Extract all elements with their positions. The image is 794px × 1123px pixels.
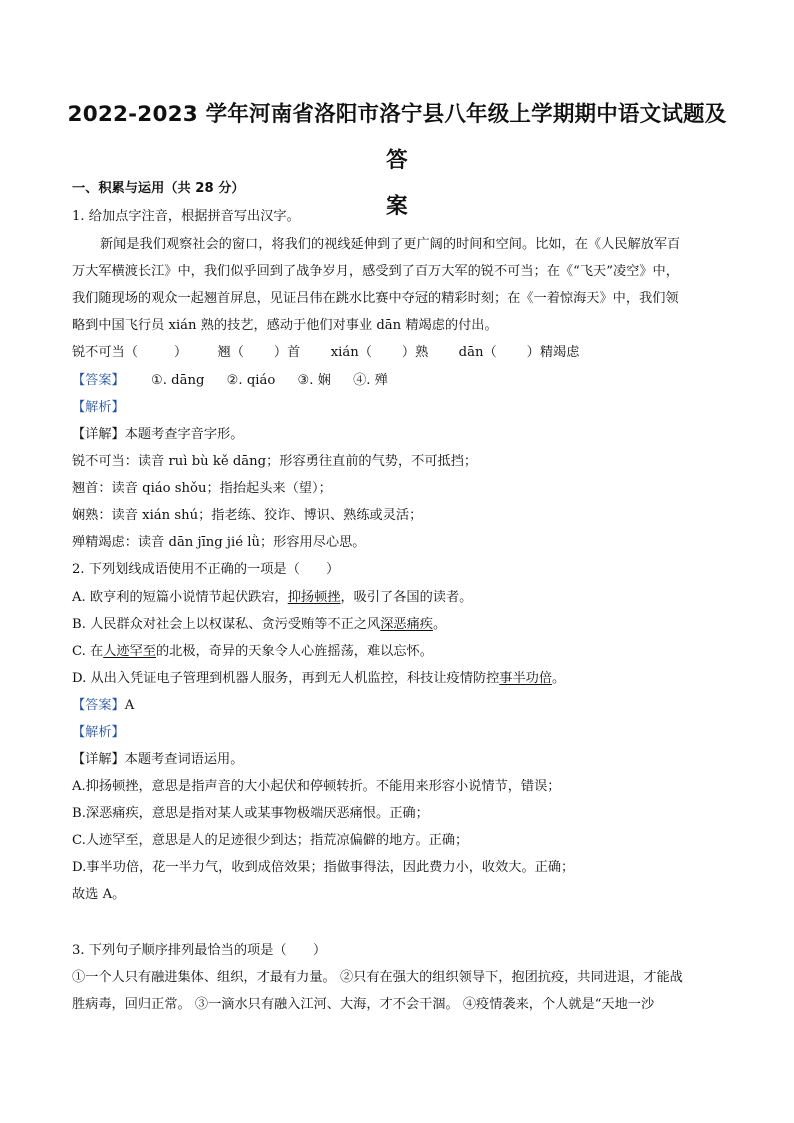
q1-explanation-1: 锐不可当：读音 ruì bù kě dāng；形容勇往直前的气势，不可抵挡；	[72, 454, 478, 469]
option-c-text: C. 在	[72, 644, 104, 659]
q1-explanation-3: 娴熟：读音 xián shú；指老练、狡诈、博识、熟练或灵活；	[72, 508, 423, 523]
blank-4-pre: dān（	[458, 345, 497, 360]
detail-tag: 【详解】	[72, 427, 125, 442]
q1-detail	[72, 426, 243, 444]
q2-option-c	[72, 643, 433, 661]
q1-analysis-tag: 【解析】	[72, 400, 125, 415]
detail-text: 本题考查字音字形。	[124, 427, 244, 442]
q3-line-2: 胜病毒，回归正常。 ③一滴水只有融入江河、大海，才不会干涸。 ④疫情袭来，个人就是“天地一沙	[72, 997, 655, 1012]
blank-2-pre: 翘（	[217, 345, 244, 360]
q3-stem: 3. 下列句子顺序排列最恰当的项是（ ）	[72, 943, 327, 958]
q1-passage-line-4: 略到中国飞行员 xián 熟的技艺，感动于他们对事业 dān 精竭虑的付出。	[72, 318, 498, 333]
option-a-idiom: 抑扬顿挫	[287, 590, 341, 605]
q2-explanation-b: B.深恶痛疾，意思是指对某人或某事物极端厌恶痛恨。正确；	[72, 806, 429, 821]
blank-3-post: ）熟	[401, 345, 429, 360]
q3-line-1: ①一个人只有融进集体、组织，才最有力量。 ②只有在强大的组织领导下，抱团抗疫，共同进退，才能战	[72, 970, 683, 985]
option-d-tail: 。	[552, 671, 566, 686]
q2-answer-row	[72, 697, 134, 715]
q2-conclusion: 故选 A。	[72, 887, 126, 902]
answer-4: ④. 殚	[353, 373, 388, 388]
answer-2: ②. qiáo	[226, 373, 276, 388]
q2-answer: A	[124, 698, 135, 713]
answer-tag: 【答案】	[72, 373, 125, 388]
blank-3-pre: xián（	[330, 345, 372, 360]
option-b-tail: 。	[432, 617, 447, 632]
q2-detail	[72, 751, 243, 769]
q1-passage-line-2: 万大军横渡长江》中，我们似乎回到了战争岁月，感受到了百万大军的锐不可当；在《“飞天”凌空》中，	[72, 264, 679, 279]
blank-2-post: ）首	[273, 345, 301, 360]
q2-answer-tag: 【答案】	[72, 698, 125, 713]
q2-option-b	[72, 616, 446, 634]
q1-passage-line-1: 新闻是我们观察社会的窗口，将我们的视线延伸到了更广阔的时间和空间。比如，在《人民解放军百	[100, 237, 681, 252]
title-line-1: 2022-2023 学年河南省洛阳市洛宁县八年级上学期期中语文试题及答	[67, 102, 727, 173]
q2-explanation-c: C.人迹罕至，意思是人的足迹很少到达；指荒凉偏僻的地方。正确；	[72, 833, 469, 848]
q1-answer-row	[72, 372, 388, 390]
q1-explanation-4: 殚精竭虑：读音 dān jīng jié lǜ；形容用尽心思。	[72, 535, 366, 550]
q2-analysis-tag: 【解析】	[72, 725, 125, 740]
blank-4-post: ）精竭虑	[526, 345, 580, 360]
blank-1-post: ）	[173, 345, 188, 360]
q1-stem: 1. 给加点字注音，根据拼音写出汉字。	[72, 209, 300, 224]
section-heading: 一、积累与运用（共 28 分）	[72, 181, 245, 196]
q2-option-d	[72, 670, 565, 688]
q2-stem: 2. 下列划线成语使用不正确的一项是（ ）	[72, 562, 340, 577]
q2-explanation-d: D.事半功倍，花一半力气，收到成倍效果；指做事得法，因此费力小，收效大。正确；	[72, 860, 575, 875]
option-c-idiom: 人迹罕至	[103, 644, 156, 659]
blank-1-pre: 锐不可当（	[72, 345, 138, 360]
q2-option-a	[72, 589, 472, 607]
option-b-text: B. 人民群众对社会上以权谋私、贪污受贿等不正之风	[72, 617, 381, 632]
q1-explanation-2: 翘首：读音 qiáo shǒu；指抬起头来（望）；	[72, 481, 332, 496]
option-a-tail: ，吸引了各国的读者。	[340, 590, 473, 605]
option-d-idiom: 事半功倍	[499, 671, 553, 686]
answer-3: ③. 娴	[297, 373, 331, 388]
title-line-2: 案	[386, 194, 408, 219]
q1-blanks-row	[72, 344, 579, 362]
option-d-text: D. 从出入凭证电子管理到机器人服务，再到无人机监控，科技让疫情防控	[72, 671, 500, 686]
q1-passage-line-3: 我们随现场的观众一起翘首屏息，见证吕伟在跳水比赛中夺冠的精彩时刻；在《一着惊海天》中，我们领	[72, 291, 679, 306]
option-a-text: A. 欧亨利的短篇小说情节起伏跌宕，	[72, 590, 288, 605]
option-b-idiom: 深恶痛疾	[380, 617, 433, 632]
option-c-tail: 的北极，奇异的天象令人心旌摇荡，难以忘怀。	[155, 644, 433, 659]
answer-1: ①. dāng	[150, 373, 205, 388]
q2-detail-tag: 【详解】	[72, 752, 125, 767]
q2-explanation-a: A.抑扬顿挫，意思是指声音的大小起伏和停顿转折。不能用来形容小说情节，错误；	[72, 779, 561, 794]
q2-detail-text: 本题考查词语运用。	[124, 752, 244, 767]
